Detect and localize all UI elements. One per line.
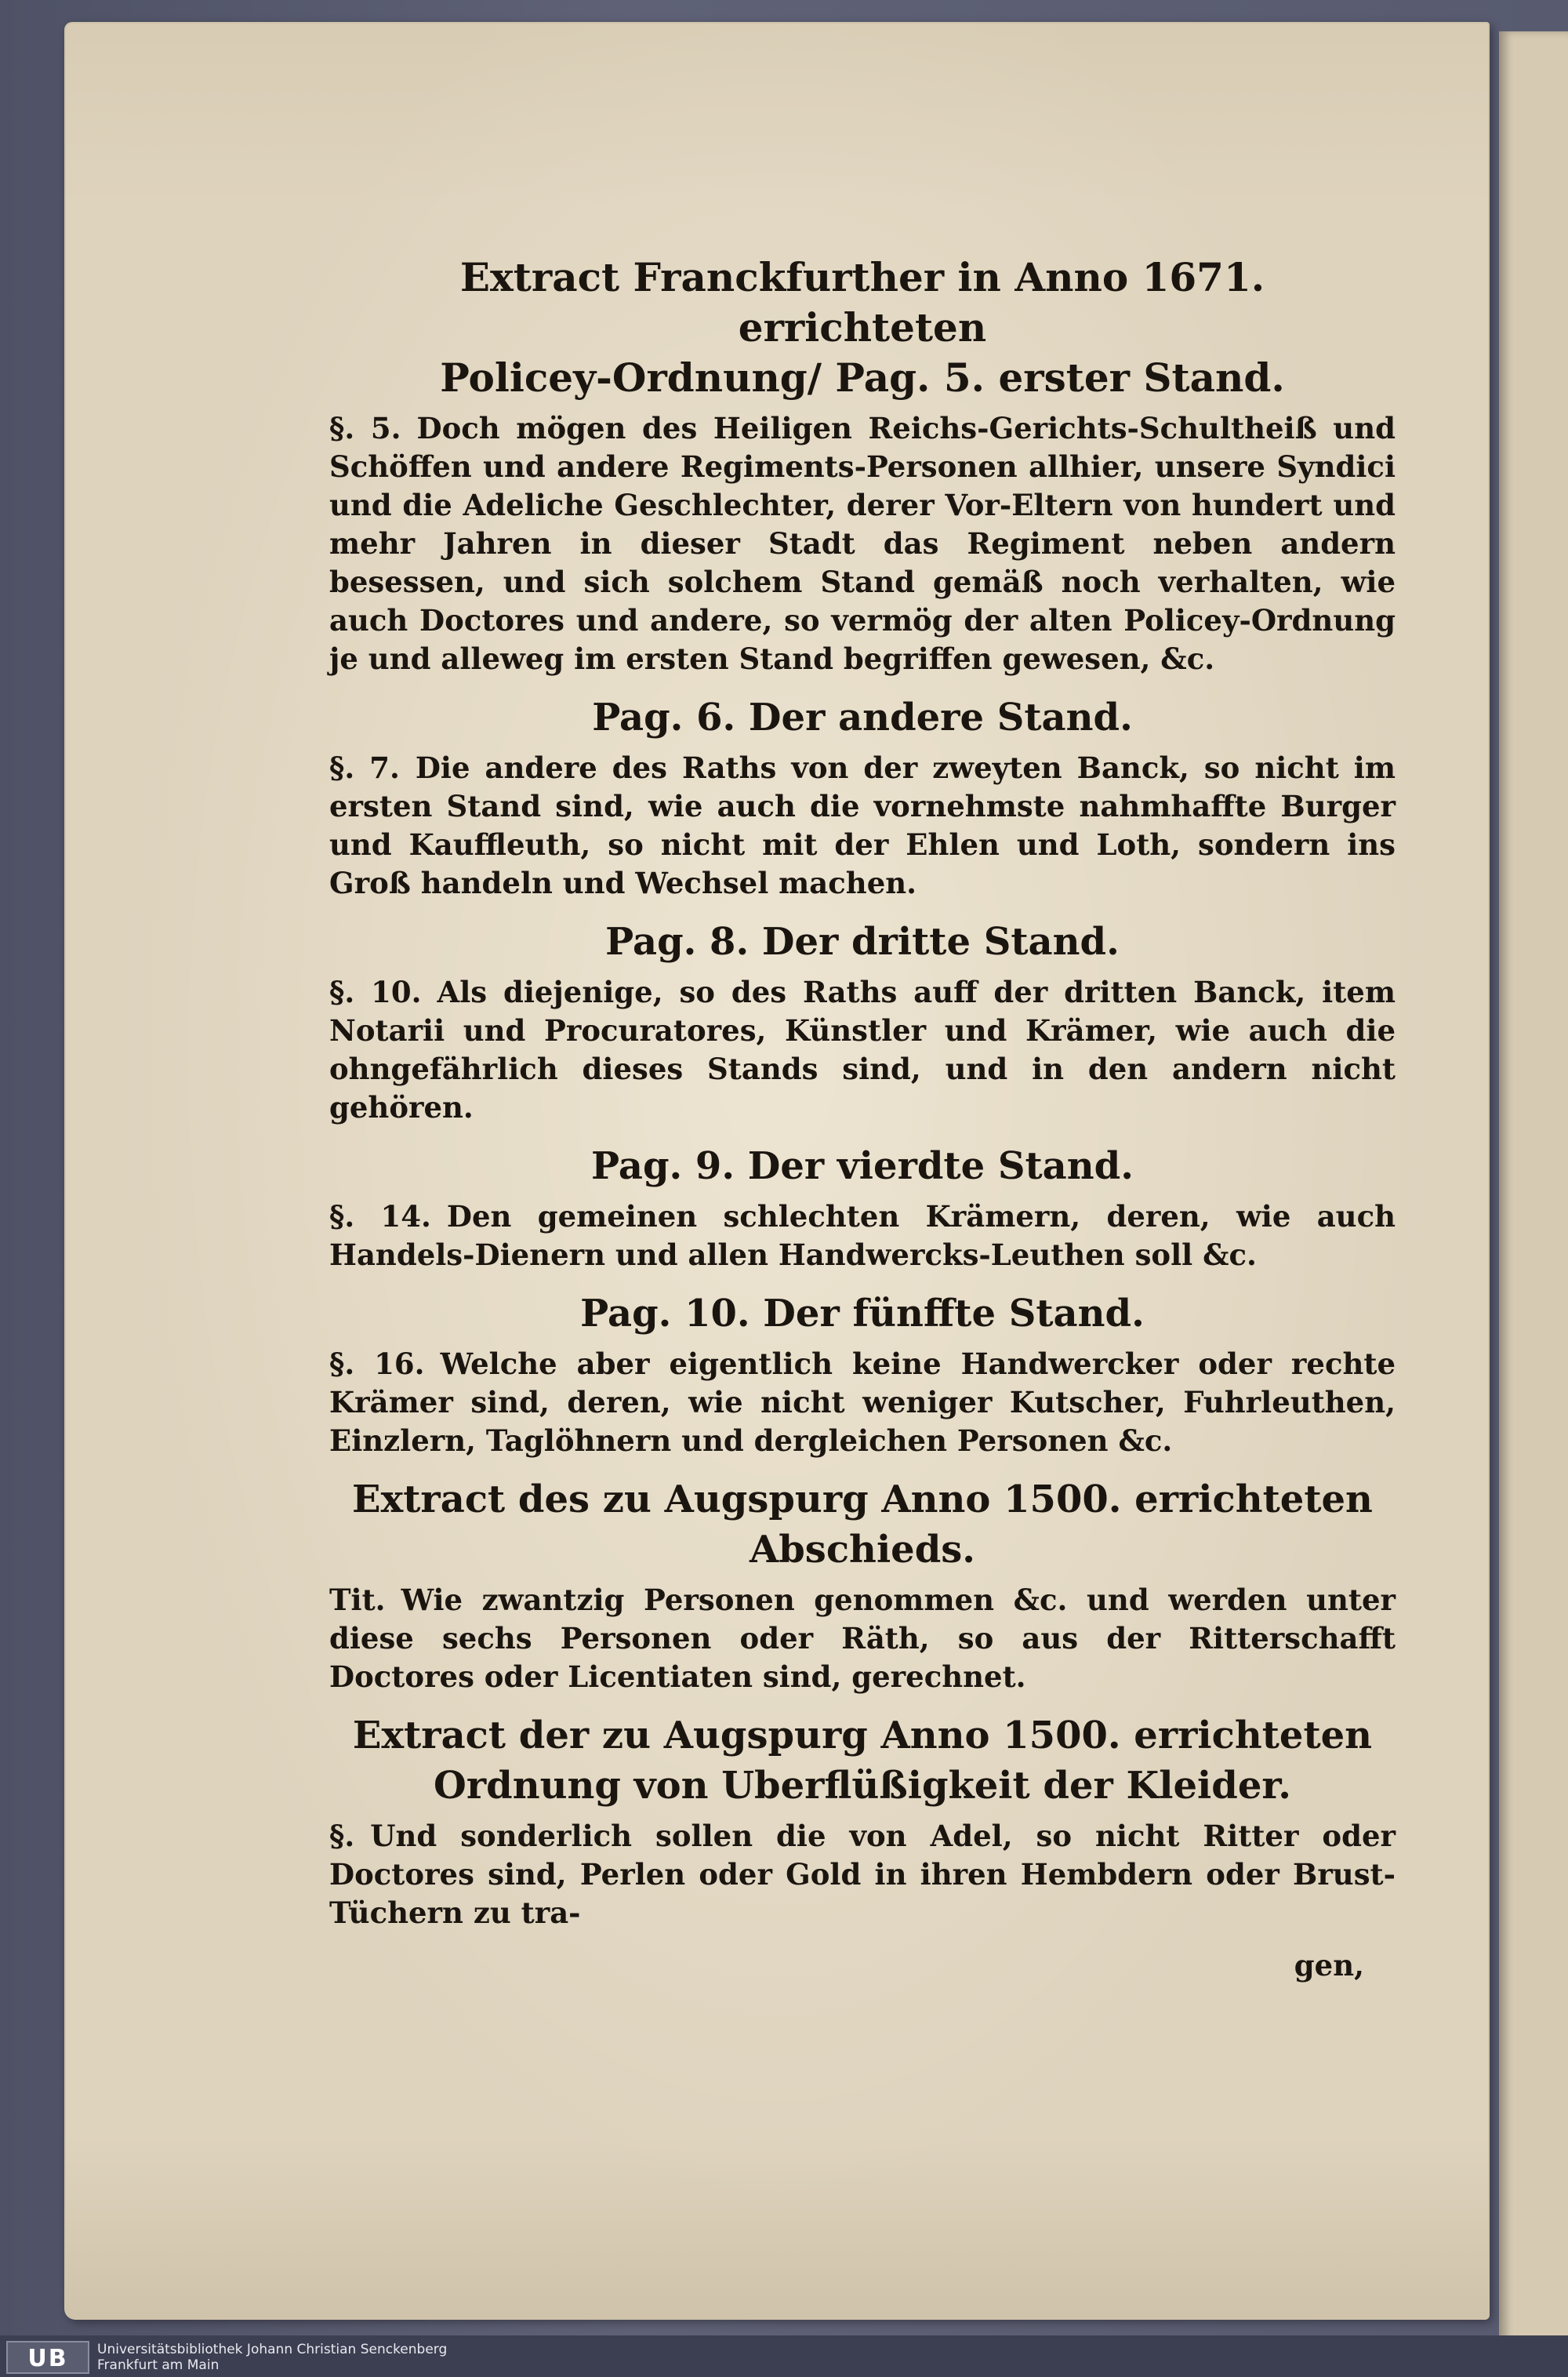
paragraph-text: Doch mögen des Heiligen Reichs-Gerichts-Schultheiß und Schöffen und andere Regiments-Personen allhier, unsere Syndici und die Adeliche Geschlechter, derer Vor-Eltern von hundert und mehr Jahren in dieser Stadt das Regiment neben andern besessen, und sich solchem Stand gemäß noch verhalten, wie auch Doctores und andere, so vermög der alten Policey-Ordnung je und alleweg im ersten Stand begriffen gewesen, &c. [329, 411, 1396, 676]
subheading-stand-2: Pag. 6. Der andere Stand. [592, 696, 1133, 740]
subheading-stand-3: Pag. 8. Der dritte Stand. [605, 920, 1120, 964]
subheading-stand-4: Pag. 9. Der vierdte Stand. [591, 1144, 1134, 1188]
section-mark: §. 10. [329, 975, 422, 1009]
heading-1-line-1: Extract Franckfurther in Anno 1671. errichteten [459, 254, 1265, 351]
paragraph-5 [329, 409, 1396, 678]
section-mark: §. [329, 1819, 355, 1853]
paragraph-14 [329, 1198, 1396, 1274]
paragraph-text: Die andere des Raths von der zweyten Banck, so nicht im ersten Stand sind, wie auch die vornehmste nahmhaffte Burger und Kauffleuth, so nicht mit der Ehlen und Loth, sondern ins Groß handeln und Wechsel machen. [329, 751, 1396, 900]
paragraph-text: Welche aber eigentlich keine Handwercker oder rechte Krämer sind, deren, wie nicht weniger Kutscher, Fuhrleuthen, Einzlern, Taglöhnern und dergleichen Personen &c. [329, 1347, 1396, 1458]
paragraph-text: Wie zwantzig Personen genommen &c. und werden unter diese sechs Personen oder Räth, so aus der Ritterschafft Doctores oder Licentiaten sind, gerechnet. [329, 1583, 1396, 1694]
paragraph-16 [329, 1345, 1396, 1460]
section-mark: §. 14. [329, 1199, 431, 1234]
heading-3-line-1: Extract der zu Augspurg Anno 1500. errichteten [352, 1714, 1373, 1757]
section-mark: §. 7. [329, 751, 400, 785]
catchword: gen, [1294, 1948, 1364, 1983]
adjacent-page-edge [1499, 31, 1568, 2376]
section-mark: §. 5. [329, 411, 401, 445]
section-mark: Tit. [329, 1583, 386, 1617]
page-text [329, 235, 1396, 1985]
paragraph-tit [329, 1581, 1396, 1696]
paragraph-text: Und sonderlich sollen die von Adel, so nicht Ritter oder Doctores sind, Perlen oder Gold in ihren Hembdern oder Brust-Tüchern zu tra- [329, 1819, 1396, 1930]
heading-3-line-2: Ordnung von Uberflüßigkeit der Kleider. [434, 1764, 1291, 1808]
institution-city: Frankfurt am Main [97, 2357, 220, 2373]
institution-name: Universitätsbibliothek Johann Christian Senckenberg [97, 2342, 448, 2357]
subheading-stand-5: Pag. 10. Der fünffte Stand. [580, 1292, 1145, 1336]
paragraph-text: Den gemeinen schlechten Krämern, deren, wie auch Handels-Dienern und allen Handwercks-Leuthen soll &c. [329, 1199, 1396, 1272]
section-mark: §. 16. [329, 1347, 425, 1381]
heading-2-line-1: Extract des zu Augspurg Anno 1500. errichteten [352, 1477, 1373, 1521]
heading-1-line-2: Policey-Ordnung/ Pag. 5. erster Stand. [440, 354, 1285, 401]
paragraph-text: Als diejenige, so des Raths auff der dritten Banck, item Notarii und Procuratores, Künstler und Krämer, wie auch die ohngefährlich dieses Stands sind, und in den andern nicht gehören. [329, 975, 1396, 1125]
ub-logo: UB [6, 2341, 89, 2374]
institution-credit [97, 2342, 447, 2373]
heading-2-line-2: Abschieds. [749, 1528, 976, 1572]
paragraph-7 [329, 749, 1396, 903]
paragraph-last [329, 1817, 1396, 1932]
paragraph-10 [329, 973, 1396, 1127]
